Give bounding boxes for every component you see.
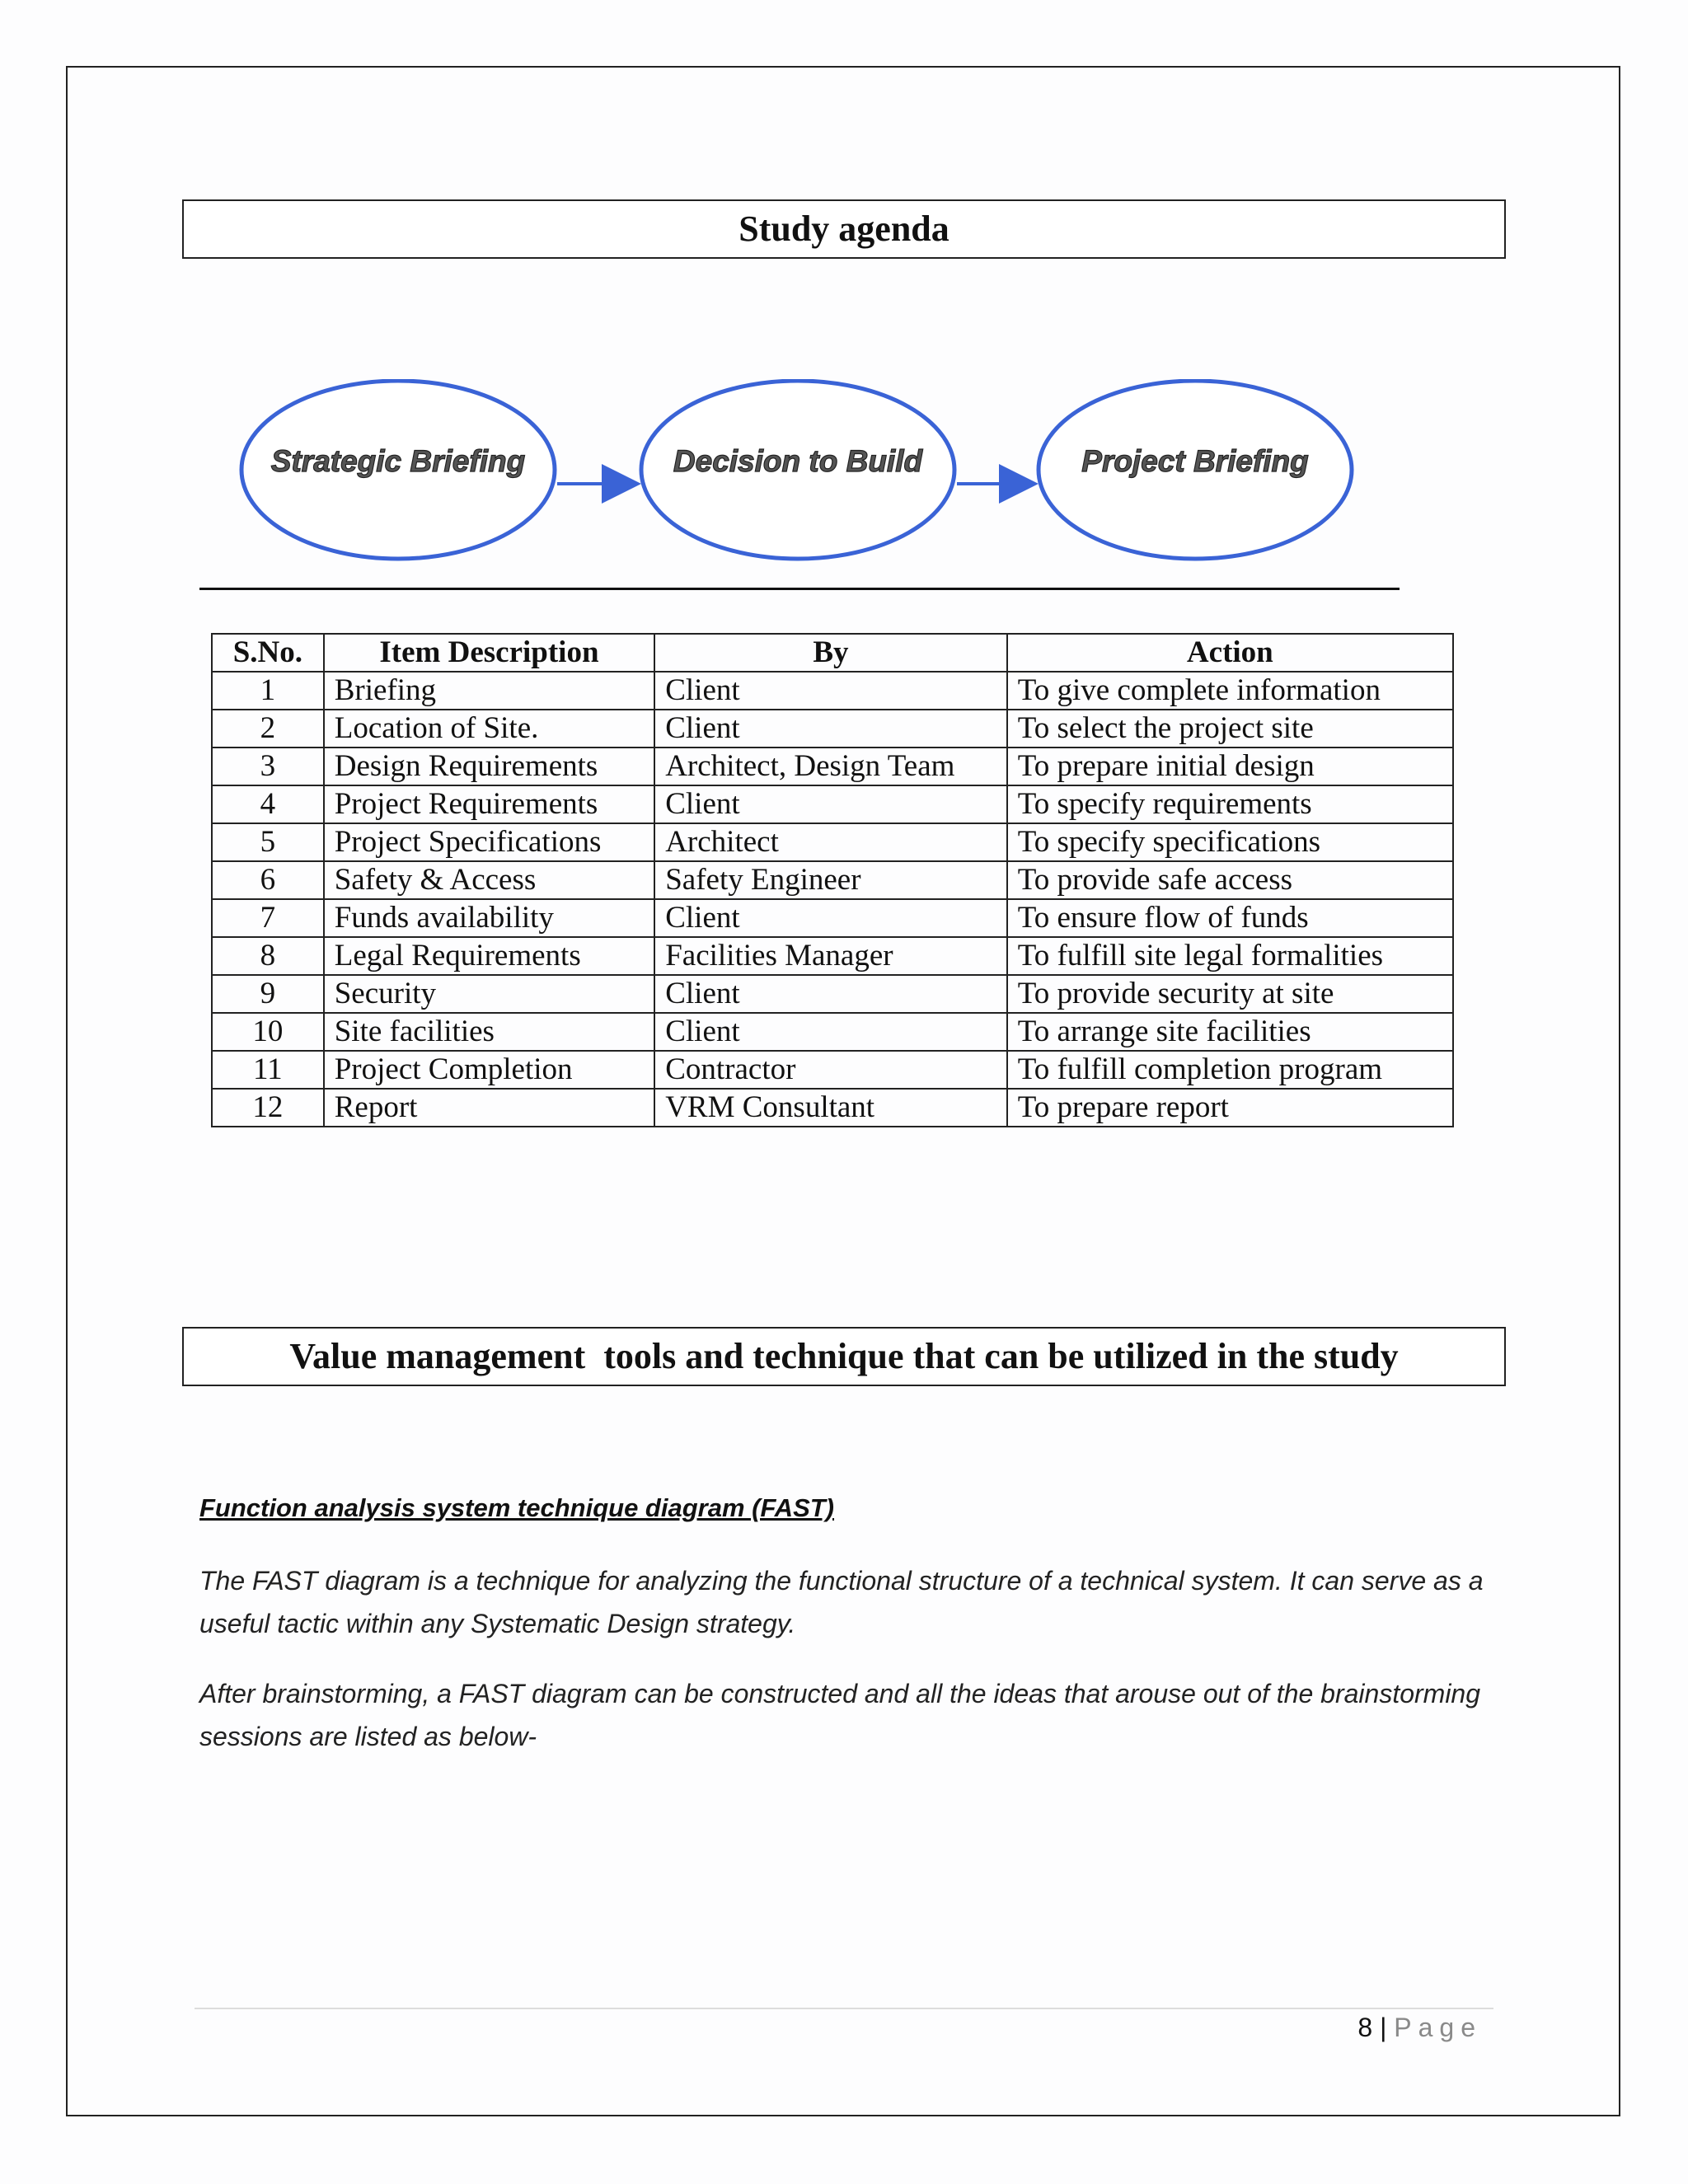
cell-item: Project Completion	[324, 1051, 654, 1089]
cell-sno: 6	[212, 861, 324, 899]
cell-sno: 11	[212, 1051, 324, 1089]
cell-sno: 2	[212, 710, 324, 748]
cell-item: Design Requirements	[324, 748, 654, 785]
table-row	[212, 975, 1453, 1013]
cell-by: Client	[654, 1013, 1006, 1051]
cell-action: To ensure flow of funds	[1007, 899, 1453, 937]
cell-by: Facilities Manager	[654, 937, 1006, 975]
fast-paragraph-2: After brainstorming, a FAST diagram can be constructed and all the ideas that arouse out of the brainstorming sessions are listed as below-	[199, 1679, 1481, 1751]
cell-action: To specify requirements	[1007, 785, 1453, 823]
cell-sno: 9	[212, 975, 324, 1013]
cell-sno: 3	[212, 748, 324, 785]
fast-section-heading: Function analysis system technique diagram (FAST)	[199, 1493, 835, 1522]
cell-item: Project Requirements	[324, 785, 654, 823]
cell-action: To fulfill site legal formalities	[1007, 937, 1453, 975]
cell-item: Site facilities	[324, 1013, 654, 1051]
cell-item: Safety & Access	[324, 861, 654, 899]
cell-item: Security	[324, 975, 654, 1013]
study-agenda-heading: Study agenda	[182, 199, 1506, 259]
cell-by: Contractor	[654, 1051, 1006, 1089]
cell-action: To fulfill completion program	[1007, 1051, 1453, 1089]
cell-action: To provide security at site	[1007, 975, 1453, 1013]
table-row	[212, 937, 1453, 975]
table-header-row	[212, 634, 1453, 672]
cell-item: Report	[324, 1089, 654, 1127]
cell-action: To give complete information	[1007, 672, 1453, 710]
cell-action: To arrange site facilities	[1007, 1013, 1453, 1051]
cell-by: Safety Engineer	[654, 861, 1006, 899]
page-number: 8	[1357, 2013, 1373, 2042]
cell-action: To prepare report	[1007, 1089, 1453, 1127]
flow-step-label-3: Project Briefing	[1081, 444, 1309, 478]
value-management-heading: Value management tools and technique that can be utilized in the study	[182, 1327, 1506, 1386]
table-row	[212, 861, 1453, 899]
cell-by: Architect	[654, 823, 1006, 861]
header-item-description: Item Description	[324, 634, 654, 672]
cell-sno: 12	[212, 1089, 324, 1127]
cell-action: To provide safe access	[1007, 861, 1453, 899]
header-action: Action	[1007, 634, 1453, 672]
table-row	[212, 672, 1453, 710]
cell-action: To specify specifications	[1007, 823, 1453, 861]
cell-by: Architect, Design Team	[654, 748, 1006, 785]
cell-item: Briefing	[324, 672, 654, 710]
cell-sno: 4	[212, 785, 324, 823]
flow-step-label-1: Strategic Briefing	[270, 444, 526, 478]
table-row	[212, 899, 1453, 937]
cell-by: Client	[654, 975, 1006, 1013]
cell-item: Location of Site.	[324, 710, 654, 748]
cell-sno: 8	[212, 937, 324, 975]
cell-by: Client	[654, 710, 1006, 748]
agenda-flow-diagram	[237, 379, 1367, 569]
fast-paragraph-1: The FAST diagram is a technique for analyzing the functional structure of a technical system. It can serve as a useful tactic within any Systematic Design strategy.	[199, 1566, 1484, 1638]
page-label: Page	[1394, 2013, 1482, 2042]
cell-by: Client	[654, 672, 1006, 710]
table-row	[212, 823, 1453, 861]
cell-action: To select the project site	[1007, 710, 1453, 748]
cell-item: Legal Requirements	[324, 937, 654, 975]
footer-divider	[195, 2008, 1493, 2009]
cell-by: Client	[654, 899, 1006, 937]
cell-sno: 5	[212, 823, 324, 861]
header-sno: S.No.	[212, 634, 324, 672]
study-agenda-table	[211, 633, 1454, 1127]
table-row	[212, 748, 1453, 785]
cell-item: Project Specifications	[324, 823, 654, 861]
table-row	[212, 1089, 1453, 1127]
cell-sno: 1	[212, 672, 324, 710]
table-row	[212, 710, 1453, 748]
page-footer	[1357, 2013, 1482, 2043]
cell-by: Client	[654, 785, 1006, 823]
cell-sno: 10	[212, 1013, 324, 1051]
table-row	[212, 785, 1453, 823]
cell-item: Funds availability	[324, 899, 654, 937]
cell-action: To prepare initial design	[1007, 748, 1453, 785]
header-by: By	[654, 634, 1006, 672]
table-row	[212, 1051, 1453, 1089]
cell-sno: 7	[212, 899, 324, 937]
footer-separator: |	[1380, 2013, 1387, 2042]
table-row	[212, 1013, 1453, 1051]
flow-step-label-2: Decision to Build	[673, 444, 923, 478]
cell-by: VRM Consultant	[654, 1089, 1006, 1127]
section-divider	[199, 588, 1400, 590]
